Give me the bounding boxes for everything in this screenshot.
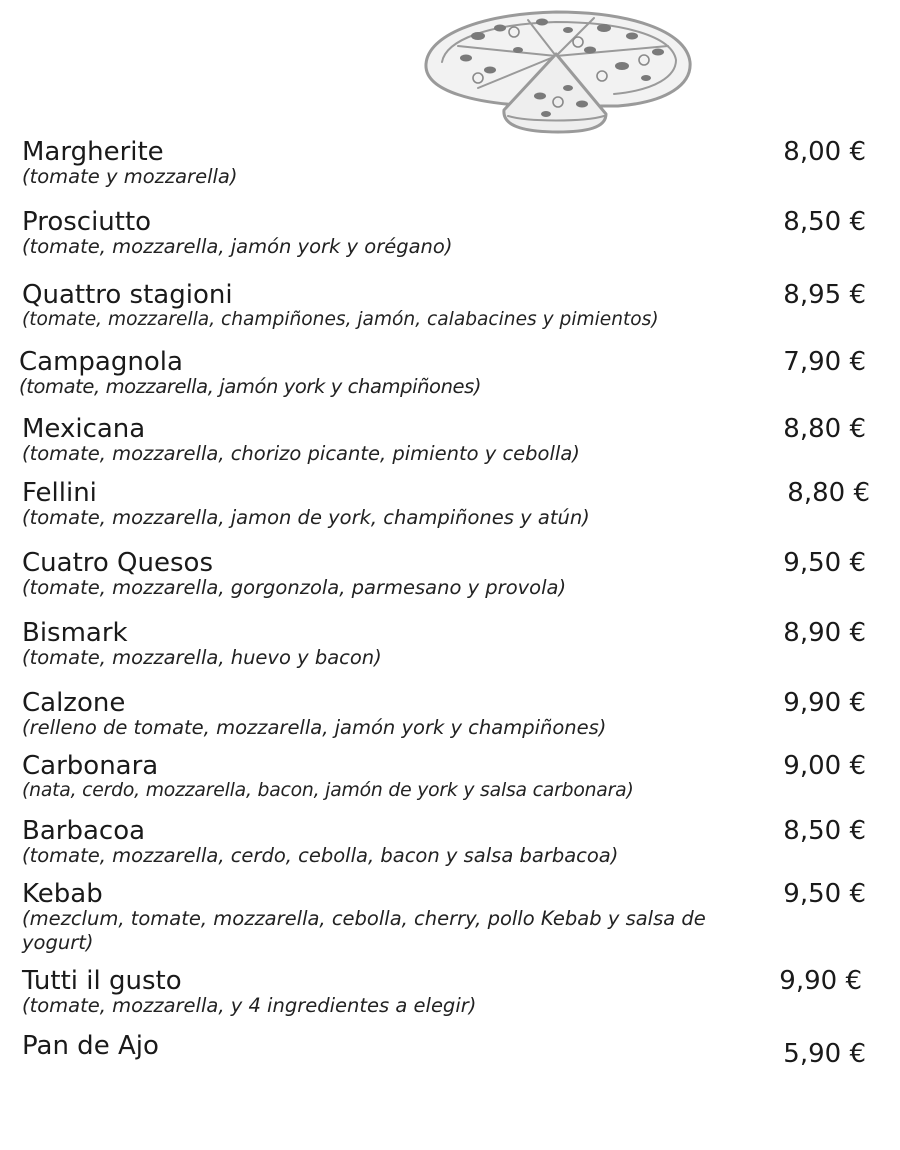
menu-item [22,688,872,744]
item-name: Fellini [22,478,97,508]
item-price: 9,50 € [783,548,866,578]
menu-item [22,207,872,263]
item-price: 8,90 € [783,618,866,648]
item-name: Pan de Ajo [22,1031,159,1061]
menu-item [22,478,872,534]
menu-item [19,347,869,403]
menu-item [22,414,872,470]
menu-item [22,966,872,1022]
item-price: 7,90 € [783,347,866,377]
menu-item [22,137,872,193]
item-name: Bismark [22,618,128,648]
item-price: 9,50 € [783,879,866,909]
menu-item [22,548,872,604]
item-name: Tutti il gusto [22,966,182,996]
item-description: (tomate, mozzarella, cerdo, cebolla, bacon y salsa barbacoa) [22,844,619,867]
item-description: (tomate y mozzarella) [22,165,238,188]
item-description: (relleno de tomate, mozzarella, jamón york y champiñones) [22,716,607,739]
item-name: Campagnola [19,347,183,377]
item-description: (tomate, mozzarella, jamón york y champiñones) [19,375,482,398]
item-name: Quattro stagioni [22,280,233,310]
menu-item [22,280,872,336]
item-name: Prosciutto [22,207,152,237]
item-price: 5,90 € [783,1039,866,1069]
item-price: 8,50 € [783,207,866,237]
item-price: 8,95 € [783,280,866,310]
item-price: 8,00 € [783,137,866,167]
item-price: 8,50 € [783,816,866,846]
item-name: Calzone [22,688,126,718]
item-description: (tomate, mozzarella, chorizo picante, pimiento y cebolla) [22,442,580,465]
item-price: 9,00 € [783,751,866,781]
menu-item [22,879,872,959]
item-description: (tomate, mozzarella, jamón york y orégano) [22,235,453,258]
item-name: Kebab [22,879,103,909]
item-description: (tomate, mozzarella, jamon de york, champiñones y atún) [22,506,590,529]
item-price: 9,90 € [783,688,866,718]
item-description: (mezclum, tomate, mozzarella, cebolla, cherry, pollo Kebab y salsa de yogurt) [22,907,706,954]
item-name: Carbonara [22,751,159,781]
item-description: (tomate, mozzarella, y 4 ingredientes a elegir) [22,994,477,1017]
menu-item [22,751,872,807]
menu-item [22,816,872,872]
pizza-sketch-icon [418,6,694,136]
item-description: (tomate, mozzarella, huevo y bacon) [22,646,382,669]
item-description: (nata, cerdo, mozzarella, bacon, jamón de york y salsa carbonara) [22,780,634,801]
item-price: 8,80 € [783,414,866,444]
item-name: Margherite [22,137,164,167]
item-description: (tomate, mozzarella, champiñones, jamón, calabacines y pimientos) [22,309,659,330]
menu-item [22,1031,872,1087]
item-price: 8,80 € [787,478,870,508]
item-description: (tomate, mozzarella, gorgonzola, parmesano y provola) [22,576,567,599]
item-name: Cuatro Quesos [22,548,213,578]
item-name: Barbacoa [22,816,146,846]
item-price: 9,90 € [779,966,862,996]
menu-item [22,618,872,674]
item-name: Mexicana [22,414,146,444]
